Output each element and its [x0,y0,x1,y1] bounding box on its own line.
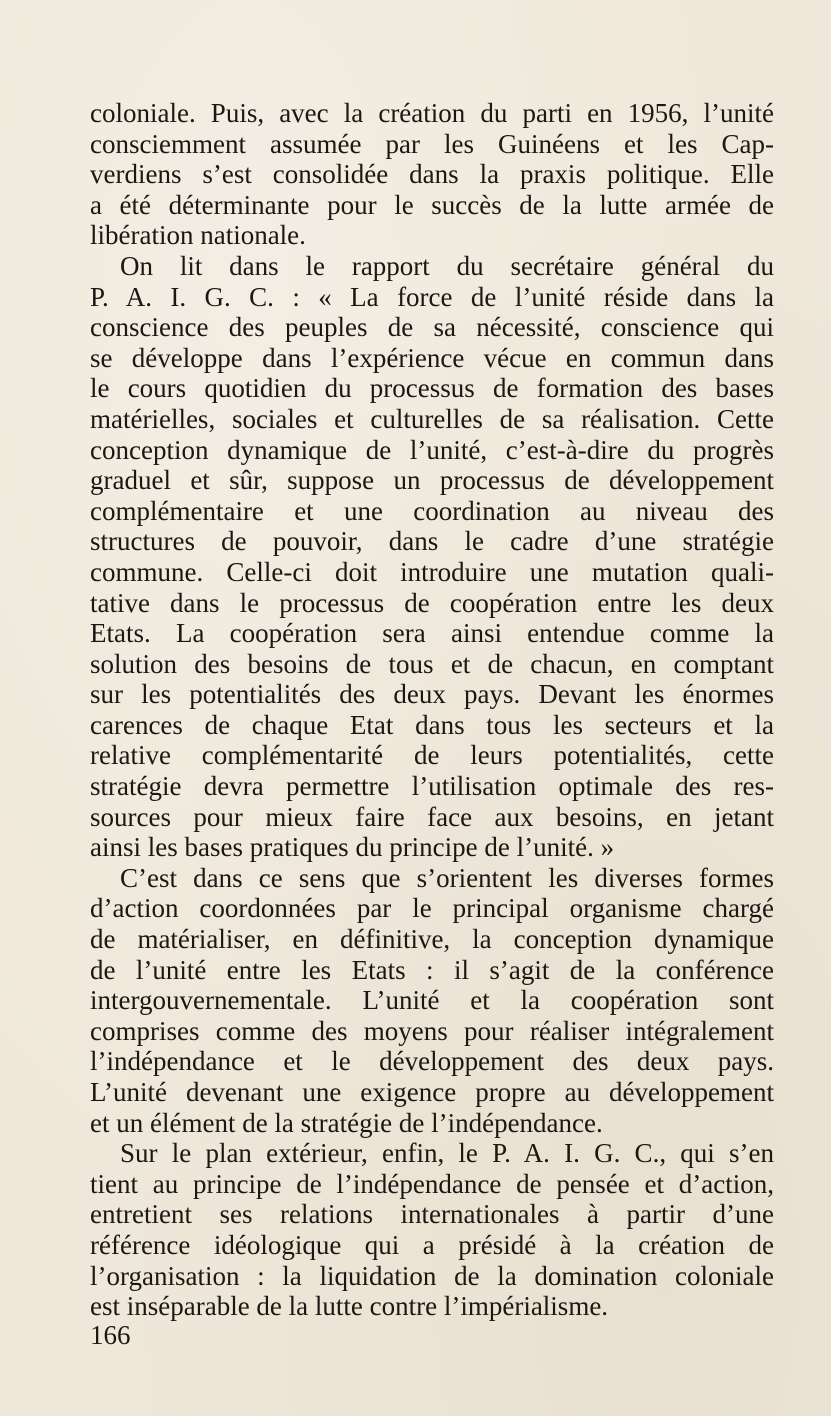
text-line: coloniale. Puis, avec la création du parti en 1956, l’unité [90,98,774,128]
text-line: conscience des peuples de sa nécessité, conscience qui [90,312,774,343]
text-line: relative complémentarité de leurs potentialités, cette [90,740,774,771]
text-line: C’est dans ce sens que s’orientent les diverses formes [120,862,774,893]
text-line: solution des besoins de tous et de chacun, en comptant [90,648,774,679]
body-text [90,98,774,1322]
text-line: complémentaire et une coordination au niveau des [90,495,774,526]
text-line: de matérialiser, en définitive, la conception dynamique [90,924,774,955]
text-line: On lit dans le rapport du secrétaire général du [120,250,774,281]
text-line: le cours quotidien du processus de formation des bases [90,373,774,404]
text-line: l’organisation : la liquidation de la domination coloniale [90,1260,774,1291]
text-line: libération nationale. [90,220,306,251]
text-line: graduel et sûr, suppose un processus de développement [90,465,774,496]
text-line: a été déterminante pour le succès de la lutte armée de [90,189,774,220]
text-line: est inséparable de la lutte contre l’impérialisme. [90,1291,609,1322]
text-line: verdiens s’est consolidée dans la praxis politique. Elle [90,159,774,190]
text-line: sources pour mieux faire face aux besoins, en jetant [90,801,774,832]
text-line: d’action coordonnées par le principal organisme chargé [90,893,774,924]
text-line: consciemment assumée par les Guinéens et les Cap- [90,128,774,159]
text-line: tient au principe de l’indépendance de pensée et d’action, [90,1168,774,1199]
text-line: et un élément de la stratégie de l’indépendance. [90,1107,603,1138]
text-line: intergouvernementale. L’unité et la coopération sont [90,985,774,1016]
text-line: stratégie devra permettre l’utilisation optimale des res- [90,771,774,802]
text-line: entretient ses relations internationales à partir d’une [90,1199,774,1230]
text-line: comprises comme des moyens pour réaliser intégralement [90,1015,774,1046]
text-line: matérielles, sociales et culturelles de sa réalisation. Cette [90,403,774,434]
text-line: structures de pouvoir, dans le cadre d’une stratégie [90,526,774,557]
text-line: commune. Celle-ci doit introduire une mutation quali- [90,556,774,587]
text-line: l’indépendance et le développement des deux pays. [90,1046,774,1077]
text-line: L’unité devenant une exigence propre au développement [90,1077,774,1107]
text-line: ainsi les bases pratiques du principe de l’unité. » [90,832,615,863]
text-line: sur les potentialités des deux pays. Devant les énormes [90,679,774,710]
text-line: Sur le plan extérieur, enfin, le P. A. I. G. C., qui s’en [120,1138,774,1169]
page-number: 166 [90,1320,131,1350]
text-line: carences de chaque Etat dans tous les secteurs et la [90,709,774,740]
text-line: conception dynamique de l’unité, c’est-à-dire du progrès [90,434,774,465]
text-line: se développe dans l’expérience vécue en commun dans [90,342,774,373]
text-line: tative dans le processus de coopération entre les deux [90,587,774,618]
text-line: P. A. I. G. C. : « La force de l’unité réside dans la [90,281,774,312]
text-line: référence idéologique qui a présidé à la création de [90,1229,774,1260]
text-line: de l’unité entre les Etats : il s’agit de la conférence [90,954,774,985]
text-line: Etats. La coopération sera ainsi entendue comme la [90,618,774,649]
